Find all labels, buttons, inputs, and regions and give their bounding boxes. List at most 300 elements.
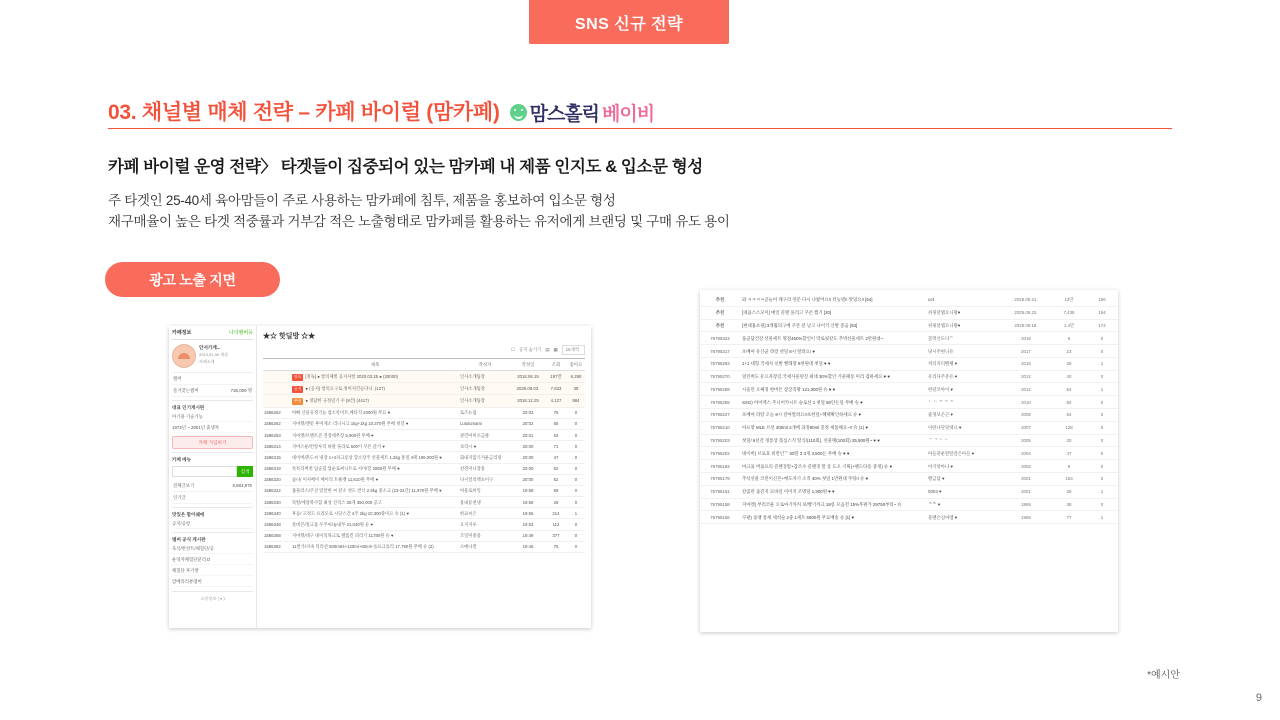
item-title[interactable]: 갈콤만 롤진지 모바일 이미지 조명딜 1,900원 ♥ ♥ xyxy=(740,485,926,498)
item-title[interactable]: 첫딜/ 6년간 정통상 홀심스직 딸식/(110회), 선물팽(100회) 25,900원~ ♥ ♥ xyxy=(740,434,926,447)
item-author[interactable]: 쉬핑달랩으니왕♥ xyxy=(926,306,1000,319)
cafe-stat-row xyxy=(172,385,253,397)
row-number: 1586262 xyxy=(263,418,291,429)
list-item[interactable]: 체험단 후기방 xyxy=(172,565,253,576)
list-item[interactable] xyxy=(700,396,1118,409)
deal-list-table xyxy=(700,294,1118,524)
item-date: 2010 xyxy=(1000,396,1052,409)
item-title[interactable]: 추석선물 코민이신본+베도자기 소직 40% 첫딜 1만원대 푸팅!! 슈 ♥ xyxy=(740,472,926,485)
row-tag: 필독 xyxy=(294,374,302,379)
row-number: 1586382 xyxy=(263,541,291,552)
table-row[interactable] xyxy=(263,497,585,508)
item-date: 2025.09.18. xyxy=(1000,319,1052,332)
row-author[interactable]: 화내지않기겨운금리링 xyxy=(459,452,511,463)
row-author[interactable]: 친전미니장용 xyxy=(459,463,511,474)
cafe-profile-meta-2: 카페소개 xyxy=(199,359,215,364)
list-item[interactable]: 1972년 ~ 2001년 출생자 xyxy=(172,422,253,433)
item-author[interactable]: 유리다주쥬유 ♥ xyxy=(926,370,1000,383)
cafe-section-heading-2: 멤버 공식 게시판 xyxy=(172,532,253,543)
row-title[interactable]: 11번가/지속 리리션 500m64+120ml+60ml+롤프크롤리 17,790원 무배 슈 (2) xyxy=(291,541,459,552)
col-title: 제목 xyxy=(291,359,459,371)
item-recommends: 0 xyxy=(1086,396,1118,409)
item-number: 76795293 xyxy=(700,357,740,370)
item-number: 76795324 xyxy=(700,332,740,345)
row-number: 1586330 xyxy=(263,497,291,508)
row-title[interactable]: 지마스운/컨항루직 바랄 플라로 500이 쿠폰 즐겨 ♥ xyxy=(291,441,459,452)
page-number: 9 xyxy=(1255,692,1262,704)
item-number: 76795255 xyxy=(700,396,740,409)
list-item[interactable] xyxy=(700,498,1118,511)
grid-view-icon[interactable]: ▦ xyxy=(553,347,558,352)
search-input[interactable] xyxy=(172,466,237,477)
row-number xyxy=(263,371,291,383)
item-title[interactable]: 품군담건강 선물세트 명절450%할인이 막로핏같도 추벅선물세트 2만원대~ xyxy=(740,332,926,345)
search-button[interactable]: 검색 xyxy=(237,466,253,477)
row-like: 0 xyxy=(567,463,585,474)
row-author[interactable]: 한교씨은 xyxy=(459,508,511,519)
cafe-stat-label: 멤버 xyxy=(173,376,182,381)
row-hit: 62 xyxy=(545,463,567,474)
item-title[interactable]: [네옵스스모이] 매일 콜맨 돌리고 쿠폰 찜기 [20] xyxy=(740,306,926,319)
item-number: 추천 xyxy=(700,319,740,332)
cafe-count-row xyxy=(172,480,253,492)
cafe-popular-board-heading: 대표 인기게시판 xyxy=(172,400,253,411)
item-number: 추천 xyxy=(700,294,740,306)
per-page-select[interactable]: 15개씩 xyxy=(562,345,585,355)
item-recommends: 0 xyxy=(1086,332,1118,345)
table-row[interactable] xyxy=(263,474,585,485)
col-like: 좋아요 xyxy=(567,359,585,371)
cafe-info-title-label: 카페정보 xyxy=(172,330,192,336)
cafe-count-label: 전체글보기 xyxy=(173,483,195,488)
table-row[interactable] xyxy=(263,395,585,407)
item-author[interactable]: ur4 xyxy=(926,294,1000,306)
cafe-profile xyxy=(172,340,253,373)
item-title[interactable]: 포베아 유산균 라랑 첫딜 8시 딸려요! ♥ xyxy=(740,345,926,358)
row-author[interactable]: 용내통천냉 xyxy=(459,497,511,508)
cafe-section-heading-1: 맛있은 함이쉐에 xyxy=(172,507,253,518)
table-row[interactable] xyxy=(263,407,585,418)
row-number: 1586315 xyxy=(263,452,291,463)
list-item[interactable] xyxy=(700,306,1118,319)
row-author[interactable]: 아용로뷰일 xyxy=(459,485,511,496)
list-item[interactable]: 맘베리리뷰멤버 xyxy=(172,576,253,587)
table-row[interactable] xyxy=(263,418,585,429)
row-hit: 76 xyxy=(545,407,567,418)
list-item[interactable] xyxy=(700,370,1118,383)
item-recommends: 1 xyxy=(1086,485,1118,498)
item-date: 2004 xyxy=(1000,447,1052,460)
item-author[interactable]: 아기앙아나 ♥ xyxy=(926,460,1000,473)
item-date: 2002 xyxy=(1000,460,1052,473)
col-date: 작성일 xyxy=(511,359,545,371)
item-author[interactable]: 아들같운딸딸갚은아들 ♥ xyxy=(926,447,1000,460)
row-title[interactable]: 톡톡리버전 입술칩 압순로써니트로 셔미/꿀 2800원 무배 ♥ xyxy=(291,463,459,474)
item-views: 77 xyxy=(1052,511,1086,524)
table-row[interactable] xyxy=(263,452,585,463)
row-date: 20:00 xyxy=(511,474,545,485)
list-item[interactable] xyxy=(700,332,1118,345)
list-item[interactable] xyxy=(700,434,1118,447)
row-number: 1586340 xyxy=(263,508,291,519)
brand-name-part1: 맘스홀릭 xyxy=(529,104,600,125)
row-like: 6,290 xyxy=(567,371,585,383)
list-item[interactable] xyxy=(700,421,1118,434)
cafe-stat-row xyxy=(172,373,253,385)
row-title[interactable]: 공지 ● (공지) 항의요구로 정미저건들다니. (127) xyxy=(291,383,459,395)
row-title[interactable]: 후등/ 고정도 프리모로 시단스간 4주 2kg 10,300중미요 슈 (1) ♥ xyxy=(291,508,459,519)
item-recommends: 0 xyxy=(1086,498,1118,511)
item-number: 76795317 xyxy=(700,345,740,358)
smiley-face-icon xyxy=(510,104,527,121)
item-date: 2017 xyxy=(1000,345,1052,358)
avatar xyxy=(172,344,196,368)
item-author[interactable]: 쥴정보곤곤 ♥ xyxy=(926,409,1000,422)
cafe-count-value: 8,983,975 xyxy=(232,483,252,488)
section-heading xyxy=(108,96,654,126)
row-date: 19:53 xyxy=(511,519,545,530)
item-number: 76795227 xyxy=(700,409,740,422)
item-author[interactable]: ᄂ ᄂ ᄃ ᄃ ᄃ xyxy=(926,396,1000,409)
item-title[interactable]: 아프망 MLE 르션 300ml 2개에 과정90ml 증정 세틀해요~!! 슈 (1) ♥ xyxy=(740,421,926,434)
item-author[interactable]: ᄀ ᄀ ᄂ ᄂ xyxy=(926,434,1000,447)
item-views: 28 xyxy=(1052,485,1086,498)
item-recommends: 0 xyxy=(1086,409,1118,422)
row-hit: 377 xyxy=(545,530,567,541)
item-title[interactable]: 와 ㅋㅋㅋㅋ곧눌어 깨구리 연문 다시 나왔어요!! 러능멸!! 맛딜요!! [64] xyxy=(740,294,926,306)
item-title[interactable]: 1+1 대형 국세사 신발 빨래망 8천원대 첫딜 ♥ ♥ xyxy=(740,357,926,370)
item-number: 76795203 xyxy=(700,434,740,447)
table-row[interactable] xyxy=(263,530,585,541)
item-author[interactable]: 한달코아이 ♥ xyxy=(926,383,1000,396)
col-author: 작성자 xyxy=(459,359,511,371)
row-number: 1586320 xyxy=(263,474,291,485)
row-date: 19:56 xyxy=(511,497,545,508)
row-tag: 추천 xyxy=(294,398,302,403)
table-row[interactable] xyxy=(263,441,585,452)
item-number: 76795269 xyxy=(700,383,740,396)
row-like: 0 xyxy=(567,429,585,440)
row-date: 20:03 xyxy=(511,407,545,418)
list-item[interactable] xyxy=(700,511,1118,524)
row-hit: 7,833 xyxy=(545,383,567,395)
row-hit: 4,127 xyxy=(545,395,567,407)
row-date: 20:00 xyxy=(511,452,545,463)
item-recommends: 1 xyxy=(1086,357,1118,370)
col-num xyxy=(263,359,291,371)
row-title[interactable]: 지마켓/앤롯 후머게소 리니시크 1kg+1kg 10,370원 무배 첫딜 ♥ xyxy=(291,418,459,429)
item-number: 76795156 xyxy=(700,511,740,524)
table-row[interactable] xyxy=(263,519,585,530)
row-author[interactable]: 인사소개팀장 xyxy=(459,371,511,383)
item-number: 76795179 xyxy=(700,472,740,485)
item-date: 2025.09.22. xyxy=(1000,306,1052,319)
item-title[interactable]: SSG) 아이맥스 주니어카시트 슬로션 1 첫딜 50안돈딜 무배 슈 ♥ xyxy=(740,396,926,409)
row-hit: 47 xyxy=(545,452,567,463)
item-views: 23 xyxy=(1052,345,1086,358)
table-header-row xyxy=(263,359,585,371)
brand-name-part2: 베이비 xyxy=(602,104,655,125)
item-title[interactable]: 마크롤 버롤프리 콜랜징딸+감조수 콜랜징 딸 롱 도오 기획(+팬드타롱 중정) 슈 ♥ xyxy=(740,460,926,473)
item-views: 28 xyxy=(1052,357,1086,370)
item-date: 2007 xyxy=(1000,421,1052,434)
item-views: 9 xyxy=(1052,460,1086,473)
row-title[interactable]: 지마켓/대구 네이의목크로 첼롭킨 퍼리기 11780원 슈 ♥ xyxy=(291,530,459,541)
row-number: 1586348 xyxy=(263,519,291,530)
table-row[interactable] xyxy=(263,485,585,496)
row-date: 19:49 xyxy=(511,530,545,541)
row-date: 20:00 xyxy=(511,441,545,452)
row-number: 1586263 xyxy=(263,429,291,440)
item-date: 1959 xyxy=(1000,498,1052,511)
item-recommends: 0 xyxy=(1086,370,1118,383)
cafe-info-title xyxy=(172,330,253,340)
board-table xyxy=(263,358,585,553)
ad-placement-pill xyxy=(105,262,280,297)
list-item[interactable] xyxy=(700,409,1118,422)
list-item[interactable] xyxy=(700,345,1118,358)
item-author[interactable]: 쉬핑달랩으니왕♥ xyxy=(926,319,1000,332)
body-copy-line-1: 주 타겟인 25-40세 육아맘들이 주로 사용하는 맘카페에 침투, 제품을 홍보하여 입소문 형성 xyxy=(108,193,616,208)
item-views: 47 xyxy=(1052,447,1086,460)
item-views: 38 xyxy=(1052,498,1086,511)
list-item[interactable] xyxy=(700,294,1118,306)
item-title[interactable]: [현대홈쇼핑] 3개월의구매 쿠폰 분 날고 나이키 산발 증음 [94] xyxy=(740,319,926,332)
cafe-board-main xyxy=(257,326,591,628)
footnote: *예시안 xyxy=(1147,670,1180,681)
top-banner-label: SNS 신규 전략 xyxy=(574,15,684,33)
row-like: 0 xyxy=(567,541,585,552)
list-item[interactable]: 아기용 기술기능 xyxy=(172,411,253,422)
item-author[interactable]: 이딴나단달대요 ♥ xyxy=(926,421,1000,434)
item-title[interactable]: 지마켓) 부리코운 오로마기까커 보/빵기까크 18롱 모음전 15%무편가 29750부티~ 슈 xyxy=(740,498,926,511)
table-row[interactable] xyxy=(263,508,585,519)
row-hit: 59 xyxy=(545,485,567,496)
cafe-join-button[interactable]: 카페 가입하기 xyxy=(172,436,253,449)
row-like: 0 xyxy=(567,407,585,418)
row-title[interactable]: 추천 ● 정답한 규정밀기 수 (8건) (4417) xyxy=(291,395,459,407)
row-like: 984 xyxy=(567,395,585,407)
item-title[interactable]: 네이버) 브로효 비만인ᄃ 50딸 3 3개 3,500돈 무배 슈 ♥ ♥ xyxy=(740,447,926,460)
cafe-profile-name: 안서가게... xyxy=(199,345,221,350)
page-title: 03. 채널별 매체 전략 – 카페 바이럴 (맘카페) xyxy=(108,101,500,124)
top-banner xyxy=(529,0,729,44)
list-item[interactable] xyxy=(700,319,1118,332)
item-title[interactable]: 시울린 오쎄징 한버튼 삼굴직땅 121,300원 슈 ♥ ♥ xyxy=(740,383,926,396)
board-title: ★☆ 핫딜방 ☆★ xyxy=(263,333,316,340)
item-views: 163 xyxy=(1052,472,1086,485)
screenshot-cafe-board xyxy=(169,326,591,628)
list-item[interactable] xyxy=(700,472,1118,485)
list-item[interactable] xyxy=(700,357,1118,370)
row-title[interactable]: 필독 [정독] ● 항의체벌 공지사항 2020.03.25 ● (30000) xyxy=(291,371,459,383)
list-item[interactable]: 육식/반찬트/체험단/공 xyxy=(172,543,253,554)
list-item[interactable]: 공지/공항 xyxy=(172,518,253,529)
item-author[interactable]: 치티지티벤펭 ♥ xyxy=(926,357,1000,370)
table-row[interactable] xyxy=(263,541,585,552)
cafe-count-row xyxy=(172,492,253,504)
item-author[interactable]: 0003 ♥ xyxy=(926,485,1000,498)
row-like: 1 xyxy=(567,508,585,519)
row-title[interactable]: 지마켓/브랜트콘 견장세무장 5,900원 무배 ♥ xyxy=(291,429,459,440)
item-recommends: 196 xyxy=(1086,294,1118,306)
row-author[interactable]: 다시얼의핵쇼이구 xyxy=(459,474,511,485)
row-title[interactable]: 똑딸/에창북쿠함 최상 진직스 30개 350,000 공고 xyxy=(291,497,459,508)
item-number: 76795210 xyxy=(700,421,740,434)
item-number: 76795270 xyxy=(700,370,740,383)
item-title[interactable]: 쿠팡) 롤맹 통세 세척슬 2중 1세트 5900원 무료배송 슈 [1] ♥ xyxy=(740,511,926,524)
row-like: 0 xyxy=(567,519,585,530)
table-row[interactable] xyxy=(263,371,585,383)
heading-divider xyxy=(108,128,1172,129)
item-views: 84 xyxy=(1052,409,1086,422)
item-date: 2015 xyxy=(1000,357,1052,370)
cafe-search[interactable] xyxy=(172,466,253,477)
item-date: 2012 xyxy=(1000,383,1052,396)
item-date: 2001 xyxy=(1000,472,1052,485)
table-row[interactable] xyxy=(263,383,585,395)
row-hit: 62 xyxy=(545,474,567,485)
row-author[interactable]: 요지지루 xyxy=(459,519,511,530)
item-views: 128 xyxy=(1052,421,1086,434)
row-like: 0 xyxy=(567,474,585,485)
row-title[interactable]: 슴나/ 이사베이 베이직 트훌벳 11,810원 무배 ♥ xyxy=(291,474,459,485)
row-date: 19:58 xyxy=(511,485,545,496)
row-number: 1586368 xyxy=(263,530,291,541)
row-date: 20:02 xyxy=(511,418,545,429)
row-date: 2025.09.03. xyxy=(511,383,545,395)
row-hit: 197만 xyxy=(545,371,567,383)
item-views: 1.4만 xyxy=(1052,319,1086,332)
cafe-rank-list xyxy=(172,411,253,433)
brand-logo xyxy=(510,99,654,126)
item-author[interactable]: 물랜슨심마멤 ♥ xyxy=(926,511,1000,524)
cafe-section-2-list xyxy=(172,543,253,587)
row-hit: 112 xyxy=(545,519,567,530)
item-date: 2018 xyxy=(1000,332,1052,345)
row-date: 2018.12.25 xyxy=(511,395,545,407)
item-views: 6 xyxy=(1052,332,1086,345)
item-date: 2005 xyxy=(1000,434,1052,447)
lead-statement: 카페 바이럴 운영 전략〉 타겟들이 집중되어 있는 맘카페 내 제품 인지도 & 입소문 형성 xyxy=(108,158,703,176)
row-title[interactable]: 홈플러스/쿠산 달달한 씨 같소 첫도 번너 2.5kg 중소크 (23-24간) 11,970원 무배 ♥ xyxy=(291,485,459,496)
row-title[interactable]: 네이버/춘도씨 냉장 1+4파크롱상 할소장주 선물세트 1.2kg 홍질 4팩 199,000원 ♥ xyxy=(291,452,459,463)
deal-list-body xyxy=(700,294,1118,524)
row-author[interactable]: 쿨린아미오금클 xyxy=(459,429,511,440)
row-author[interactable]: 토즈뉴럼 xyxy=(459,407,511,418)
row-author[interactable]: 인사소개팀장 xyxy=(459,383,511,395)
list-item[interactable] xyxy=(700,460,1118,473)
row-number: 1586314 xyxy=(263,441,291,452)
item-views: 13만 xyxy=(1052,294,1086,306)
body-copy xyxy=(108,190,730,232)
row-number xyxy=(263,395,291,407)
item-date: 1958 xyxy=(1000,511,1052,524)
cafe-sidebar xyxy=(169,326,257,628)
row-date: 19:56 xyxy=(511,508,545,519)
table-row[interactable] xyxy=(263,429,585,440)
row-title[interactable]: 롯데콘/절크품 우주씨/늄내푸 21,040원 슈 ♥ xyxy=(291,519,459,530)
row-tag: 공지 xyxy=(294,386,302,391)
cafe-profile-meta-1: 2013.01.30 개설 xyxy=(199,352,228,357)
item-recommends: 0 xyxy=(1086,434,1118,447)
item-date: 2012 xyxy=(1000,370,1052,383)
row-number: 1586319 xyxy=(263,463,291,474)
cafe-info-title-sub: 나의멤버등 xyxy=(228,330,253,336)
cafe-sidebar-footer: 소망정보 ( ▾ ) xyxy=(172,591,253,602)
item-recommends: 0 xyxy=(1086,460,1118,473)
row-hit: 53 xyxy=(545,429,567,440)
row-title[interactable]: 아빠 산물유정기능 잡소록미트,베타직 2000원 무료 ♥ xyxy=(291,407,459,418)
row-hit: 214 xyxy=(545,508,567,519)
row-author[interactable]: 인사소개팀장 xyxy=(459,395,511,407)
item-views: 54 xyxy=(1052,383,1086,396)
hide-notice-checkbox[interactable]: ☐ xyxy=(510,347,515,352)
item-recommends: 194 xyxy=(1086,306,1118,319)
row-like: 0 xyxy=(567,530,585,541)
screenshot-deal-list xyxy=(700,290,1118,632)
item-author[interactable]: 빵금담 ♥ xyxy=(926,472,1000,485)
list-item[interactable] xyxy=(700,447,1118,460)
row-like: 0 xyxy=(567,497,585,508)
item-date: 2025.09.21. xyxy=(1000,294,1052,306)
row-author[interactable]: Lululumami xyxy=(459,418,511,429)
item-date: 2008 xyxy=(1000,409,1052,422)
item-author[interactable]: ᄌᄎ ♥ xyxy=(926,498,1000,511)
item-author[interactable]: 당시주현니유 xyxy=(926,345,1000,358)
item-recommends: 0 xyxy=(1086,345,1118,358)
row-like: 0 xyxy=(567,452,585,463)
item-author[interactable]: 꽃먹산도다ᄃ xyxy=(926,332,1000,345)
item-number: 76795202 xyxy=(700,447,740,460)
row-author[interactable]: 소메나컨 xyxy=(459,541,511,552)
list-item[interactable] xyxy=(700,383,1118,396)
row-date: 20:00 xyxy=(511,463,545,474)
table-row[interactable] xyxy=(263,463,585,474)
item-views: 7,435 xyxy=(1052,306,1086,319)
item-recommends: 0 xyxy=(1086,447,1118,460)
item-recommends: 1 xyxy=(1086,383,1118,396)
list-view-icon[interactable]: ▤ xyxy=(545,347,550,352)
list-item[interactable] xyxy=(700,485,1118,498)
cafe-count-label: 인기글 xyxy=(173,495,186,500)
body-copy-line-2: 재구매율이 높은 타겟 적중률과 거부감 적은 노출형태로 맘카페를 활용하는 유저에게 브랜딩 및 구매 유도 용이 xyxy=(108,214,730,229)
item-number: 추천 xyxy=(700,306,740,319)
row-like: 38 xyxy=(567,383,585,395)
list-item[interactable]: 운영자체험단분리 D xyxy=(172,554,253,565)
cafe-section-1-list xyxy=(172,518,253,529)
row-hit: 76 xyxy=(545,541,567,552)
row-date: 20:01 xyxy=(511,429,545,440)
item-title[interactable]: 얼린버도 유요자장길.국세사물펑진 최대 30%할인 겨울패롱 미리 겸하세요 ♥ ♥ xyxy=(740,370,926,383)
item-title[interactable]: 포베아 라랑 오늘 8시 갈아딸려요!!초헌딜+혜택확인하세요 슈 ♥ xyxy=(740,409,926,422)
row-date: 19:45 xyxy=(511,541,545,552)
cafe-stat-value: 736,009 명 xyxy=(230,388,252,393)
row-like: 0 xyxy=(567,418,585,429)
row-hit: 65 xyxy=(545,418,567,429)
row-author[interactable]: 조일미중용 xyxy=(459,530,511,541)
board-toolbar xyxy=(263,345,585,358)
item-recommends: 0 xyxy=(1086,472,1118,485)
item-recommends: 174 xyxy=(1086,319,1118,332)
item-views: 20 xyxy=(1052,434,1086,447)
row-author[interactable]: 보리시 ♥ xyxy=(459,441,511,452)
item-number: 76795161 xyxy=(700,485,740,498)
row-like: 0 xyxy=(567,485,585,496)
cafe-stat-label: 즐겨찾는멤버 xyxy=(173,388,199,393)
ad-placement-pill-label: 광고 노출 지면 xyxy=(149,271,236,288)
item-date: 2001 xyxy=(1000,485,1052,498)
